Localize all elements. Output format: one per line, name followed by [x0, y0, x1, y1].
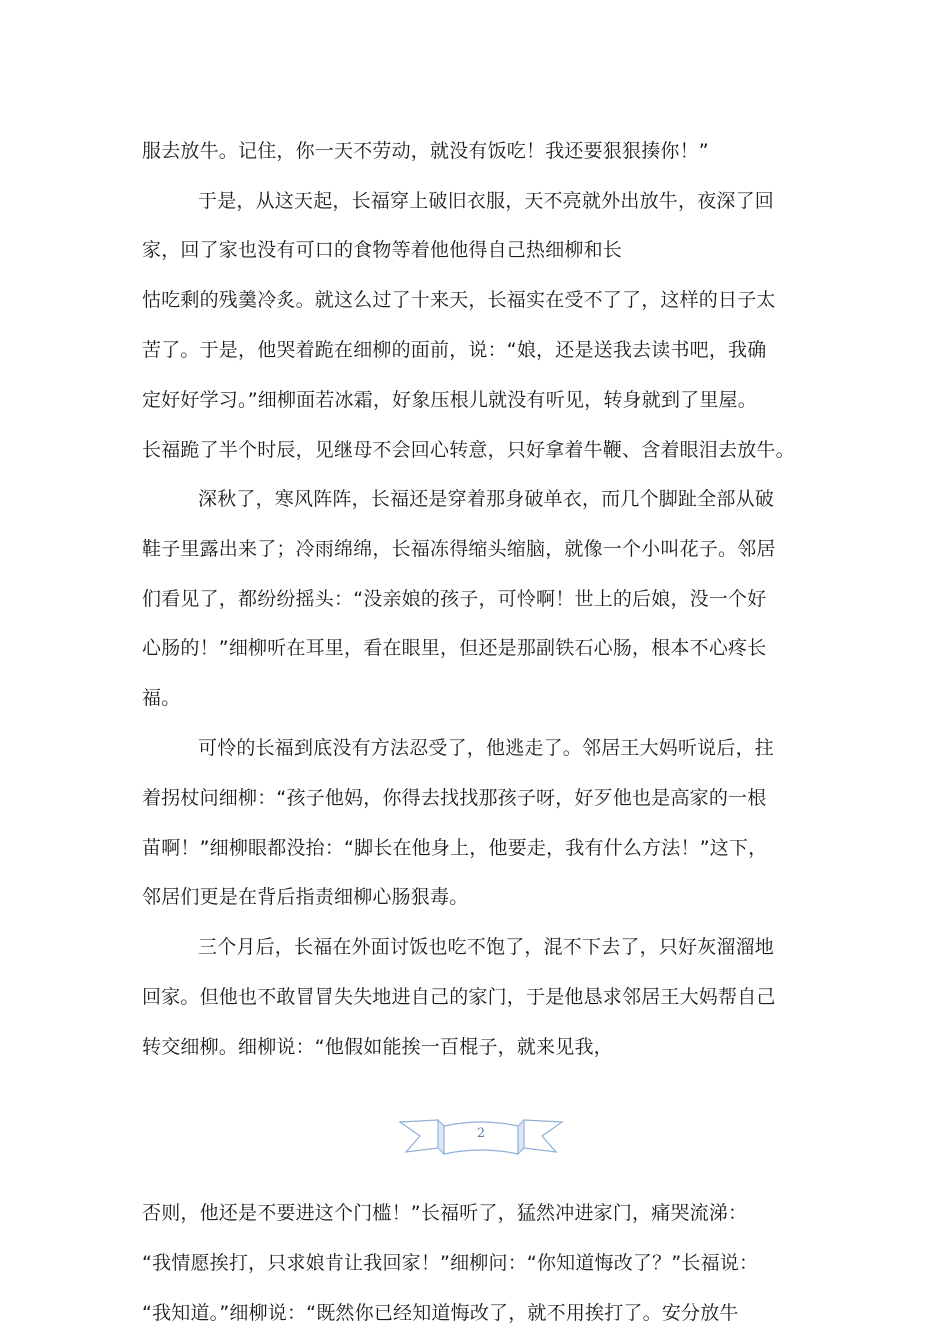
paragraph-line: 转交细柳。细柳说：“他假如能挨一百棍子，就来见我，	[142, 1036, 613, 1058]
paragraph-line: 长福跪了半个时辰，见继母不会回心转意，只好拿着牛鞭、含着眼泪去放牛。	[142, 439, 795, 461]
paragraph-line: 福。	[142, 687, 181, 709]
paragraph-line: 怙吃剩的残羹冷炙。就这么过了十来天，长福实在受不了了，这样的日子太	[142, 289, 776, 311]
paragraph-line: 于是，从这天起，长福穿上破旧衣服，天不亮就外出放牛，夜深了回	[198, 190, 775, 212]
page-number-ribbon	[398, 1112, 564, 1160]
paragraph-line: 否则，他还是不要进这个门槛！”长福听了，猛然冲进家门，痛哭流涕：	[142, 1202, 748, 1224]
paragraph-line: 家，回了家也没有可口的食物等着他他得自己热细柳和长	[142, 239, 623, 261]
paragraph-line: 邻居们更是在背后指责细柳心肠狠毒。	[142, 886, 469, 908]
paragraph-line: “我情愿挨打，只求娘肯让我回家！”细柳问：“你知道悔改了？”长福说：	[142, 1252, 759, 1274]
paragraph-line: 回家。但他也不敢冒冒失失地进自己的家门，于是他恳求邻居王大妈帮自己	[142, 986, 776, 1008]
paragraph-line: 服去放牛。记住，你一天不劳动，就没有饭吃！我还要狠狠揍你！”	[142, 140, 709, 162]
page-number: 2	[476, 1126, 486, 1141]
paragraph-line: “我知道。”细柳说：“既然你已经知道悔改了，就不用挨打了。安分放牛	[142, 1302, 739, 1324]
paragraph-line: 深秋了，寒风阵阵，长福还是穿着那身破单衣，而几个脚趾全部从破	[198, 488, 775, 510]
paragraph-line: 鞋子里露出来了；冷雨绵绵，长福冻得缩头缩脑，就像一个小叫花子。邻居	[142, 538, 776, 560]
paragraph-line: 心肠的！”细柳听在耳里，看在眼里，但还是那副铁石心肠，根本不心疼长	[142, 637, 767, 659]
paragraph-line: 苗啊！”细柳眼都没抬：“脚长在他身上，他要走，我有什么方法！”这下，	[142, 837, 768, 859]
paragraph-line: 着拐杖问细柳：“孩子他妈，你得去找找那孩子呀，好歹他也是高家的一根	[142, 787, 767, 809]
paragraph-line: 苦了。于是，他哭着跪在细柳的面前，说：“娘，还是送我去读书吧，我确	[142, 339, 767, 361]
paragraph-line: 定好好学习。”细柳面若冰霜，好象压根儿就没有听见，转身就到了里屋。	[142, 389, 757, 411]
paragraph-line: 们看见了，都纷纷摇头：“没亲娘的孩子，可怜啊！世上的后娘，没一个好	[142, 588, 767, 610]
paragraph-line: 三个月后，长福在外面讨饭也吃不饱了，混不下去了，只好灰溜溜地	[198, 936, 775, 958]
paragraph-line: 可怜的长福到底没有方法忍受了，他逃走了。邻居王大妈听说后，拄	[198, 737, 775, 759]
